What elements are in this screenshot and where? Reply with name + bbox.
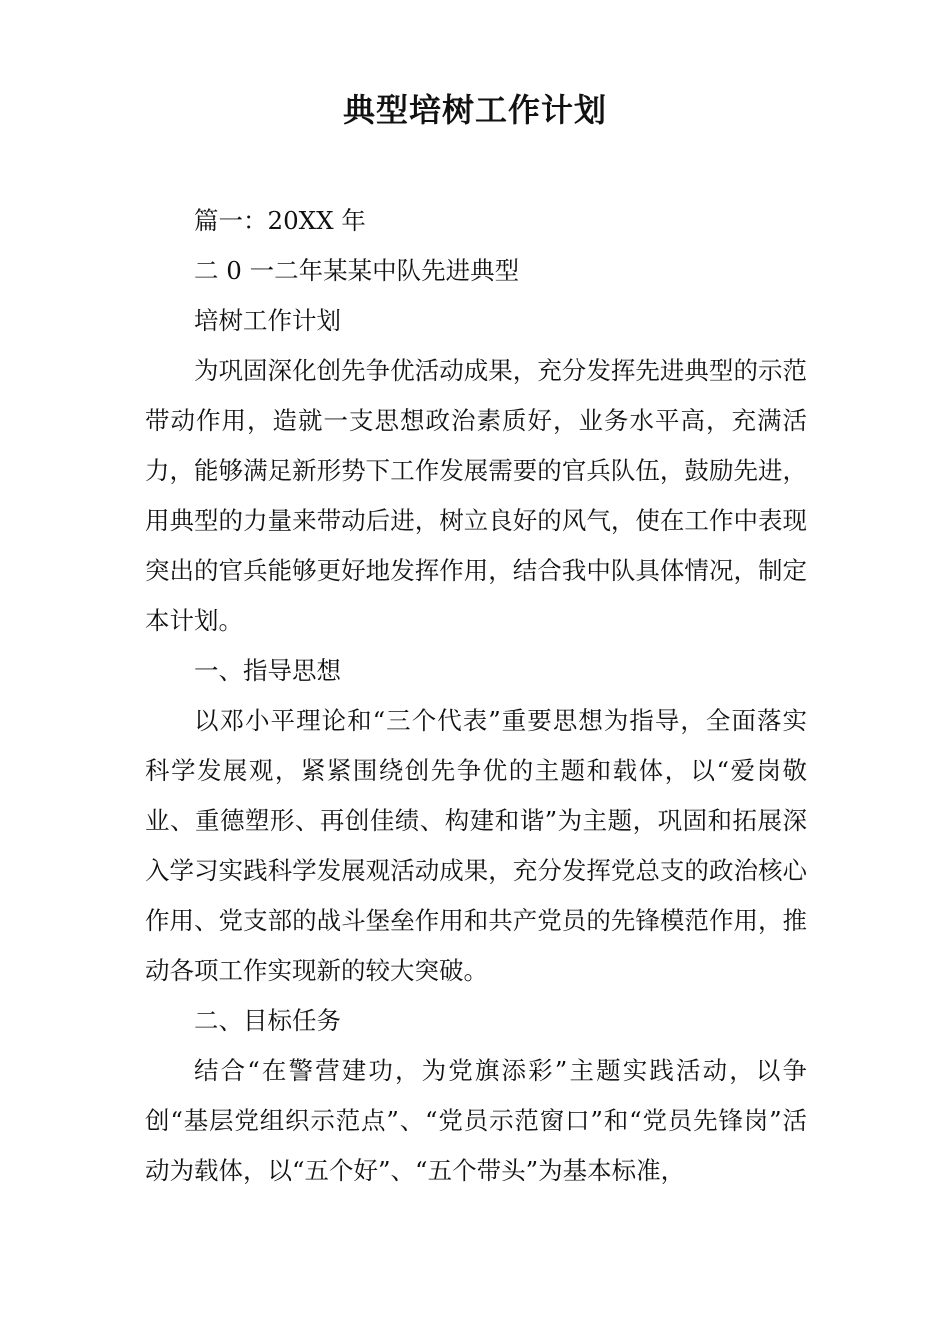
paragraph-subtitle-line2: 培树工作计划 bbox=[194, 306, 341, 335]
paragraph-guiding-thought: 以邓小平理论和“三个代表”重要思想为指导，全面落实科学发展观，紧紧围绕创先争优的主题和载体，以“爱岗敬业、重德塑形、再创佳绩、构建和谐”为主题，巩固和拓展深入学习实践科学发展观活动成果，充分发挥党总支的政治核心作用、党支部的战斗堡垒作用和共产党员的先锋模范作用，推动各项工作实现新的较大突破。 bbox=[145, 706, 807, 985]
section-heading-guiding-thought: 一、指导思想 bbox=[194, 656, 341, 685]
paragraph-goals: 结合“在警营建功，为党旗添彩”主题实践活动，以争创“基层党组织示范点”、“党员示范窗口”和“党员先锋岗”活动为载体，以“五个好”、“五个带头”为基本标准， bbox=[145, 1056, 807, 1185]
paragraph-intro: 为巩固深化创先争优活动成果，充分发挥先进典型的示范带动作用，造就一支思想政治素质好，业务水平高，充满活力，能够满足新形势下工作发展需要的官兵队伍，鼓励先进，用典型的力量来带动后进，树立良好的风气，使在工作中表现突出的官兵能够更好地发挥作用，结合我中队具体情况，制定本计划。 bbox=[145, 356, 807, 635]
section-heading-goals: 二、目标任务 bbox=[194, 1006, 341, 1035]
document-title: 典型培树工作计划 bbox=[342, 91, 607, 129]
paragraph-subtitle-line1: 二 0 一二年某某中队先进典型 bbox=[194, 256, 520, 285]
paragraph-series-label: 篇一：20XX 年 bbox=[194, 206, 366, 235]
document-body bbox=[145, 196, 807, 1196]
